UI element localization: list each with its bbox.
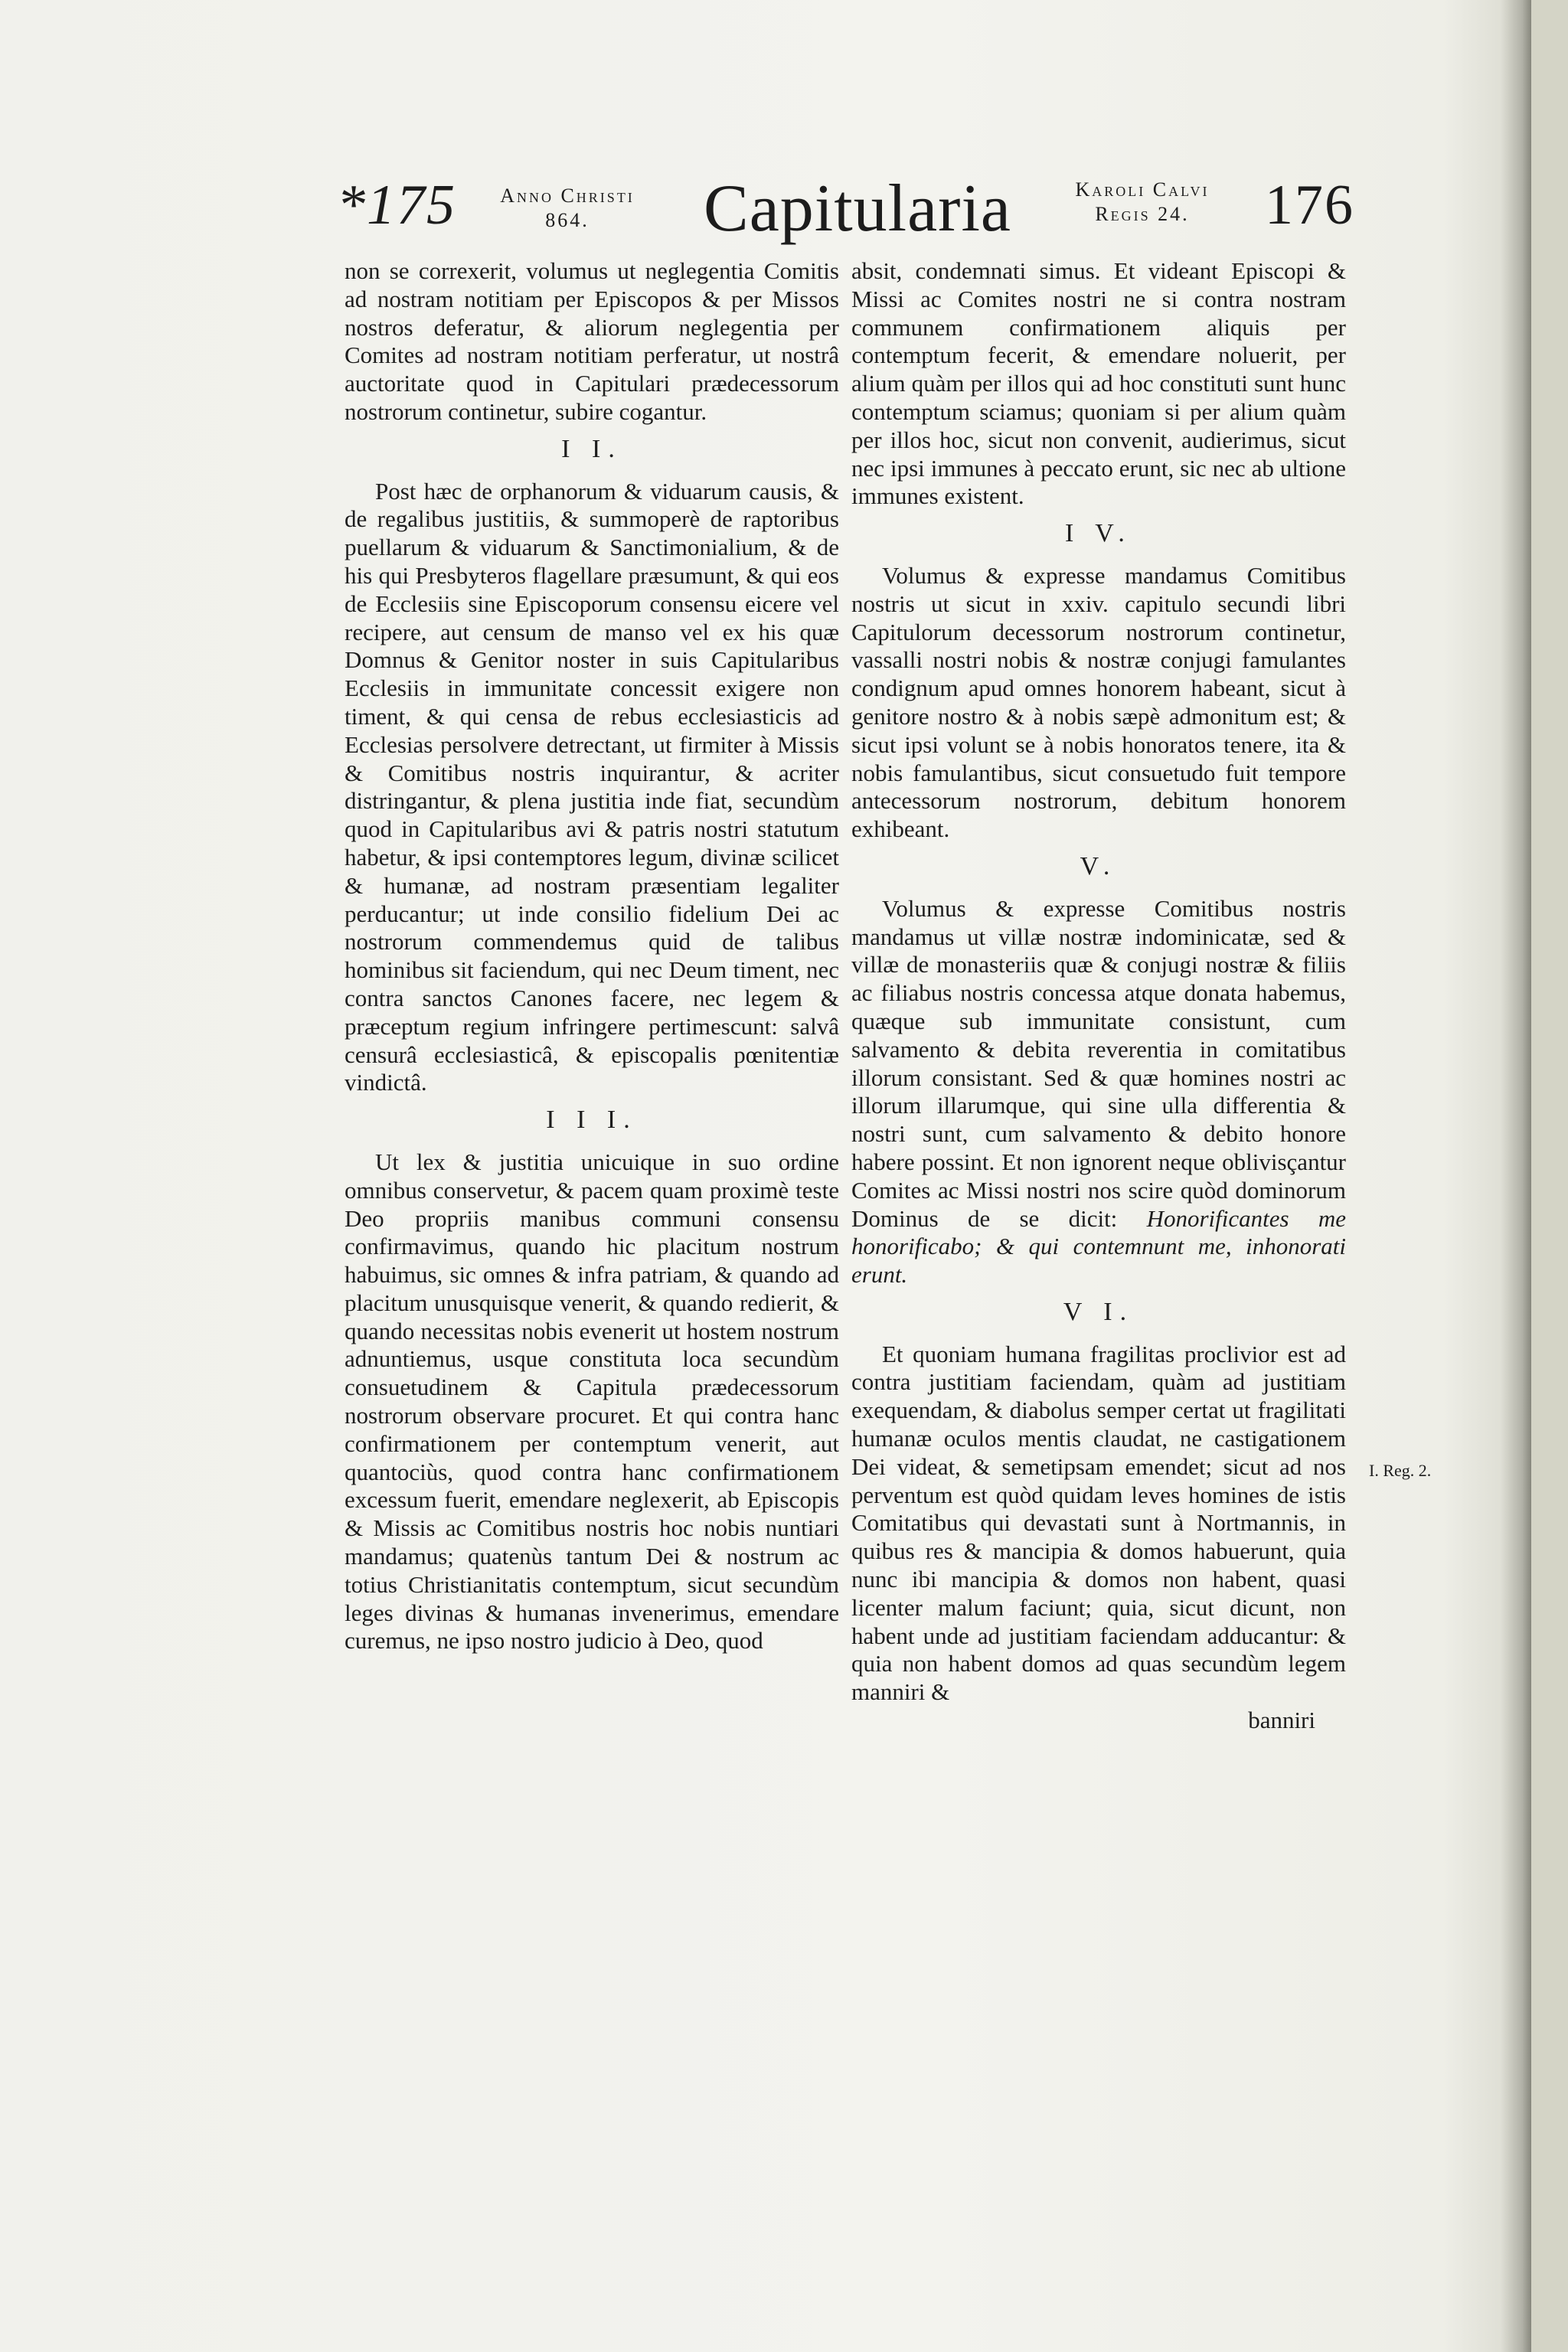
chapter-number: V I.	[1063, 1297, 1135, 1326]
running-title: Capitularia	[704, 172, 1011, 246]
paragraph: absit, condemnati simus. Et videant Episcopi & Missi ac Comites nostri ne si contra nostram communem confirmationem aliquis per contemptum fecerit, & emendare noluerit, per alium quàm per illos qui ad hoc constituti sunt hunc contemptum sciamus; quoniam si per alium quàm per illos hoc, sicut non convenit, audierimus, sicut nec ipsi immunes à peccato erunt, sic nec ab ultione immunes existent.	[851, 257, 1346, 510]
karoli-calvi-label: Karoli Calvi	[1075, 178, 1210, 201]
chapter-number: V.	[1080, 851, 1118, 880]
gutter-shadow	[1501, 0, 1531, 2352]
text-column-left	[345, 257, 839, 1655]
paragraph	[851, 895, 1346, 1289]
chapter-number: I I.	[561, 434, 622, 463]
page-number-left: *175	[337, 174, 456, 237]
paragraph: non se correxerit, volumus ut neglegentia Comitis ad nostram notitiam per Episcopos & per Missos nostros deferatur, & aliorum neglegentia per Comites ad nostram notitiam perferatur, ut nostrâ auctoritate quod in Capitulari prædecessorum nostrorum continetur, subire cogantur.	[345, 257, 839, 425]
anno-year: 864.	[545, 209, 590, 231]
chapter-number: I I I.	[546, 1106, 638, 1135]
scripture-quote: Honorificantes me honorificabo; & qui contemnunt me, inhonorati erunt.	[851, 1204, 1346, 1289]
regis-year: Regis 24.	[1095, 203, 1190, 225]
chapter-number: I V.	[1065, 519, 1132, 548]
adjacent-page-edge	[1531, 0, 1568, 2352]
paragraph: Et quoniam humana fragilitas proclivior est ad contra justitiam faciendam, quàm ad justitiam exequendam, & diabolus semper certat ut fragilitati humanæ oculos mentis claudat, ne castigationem Dei videat, & semetipsam emendet; sicut ad nos perventum est quòd quidam leves homines de istis Comitatibus qui devastati sunt à Nortmannis, in quibus res & mancipia & domos habuerunt, quia nunc ibi mancipia & domos non habent, quasi licenter malum faciunt; quia, sicut dicunt, non habent unde ad justitiam faciendam adducantur: & quia non habent domos ad quas secundùm legem manniri &	[851, 1340, 1346, 1706]
page-number-right: 176	[1265, 174, 1354, 237]
paragraph: Ut lex & justitia unicuique in suo ordine omnibus conservetur, & pacem quam proximè teste Deo propriis manibus communi consensu confirmavimus, quando hic placitum nostrum habuimus, sic omnes & infra patriam, & quando ad placitum unusquisque venerit, & quando redierit, & quando necessitas nobis evenerit ut hostem nostrum adnuntiemus, usque constituta loca secundùm consuetudinem & Capitula prædecessorum nostrorum observare procuret. Et qui contra hanc confirmationem per contemptum venerit, aut quantociùs, quod contra hanc confirmationem excessum fuerit, emendare neglexerit, ab Episcopis & Missis ac Comitibus nostris hoc nobis nuntiari mandamus; quatenùs tantum Dei & nostrum ac totius Christianitatis contemptum, sicut secundùm leges divinas & humanas invenerimus, emendare curemus, ne ipso nostro judicio à Deo, quod	[345, 1148, 839, 1655]
running-head-year	[479, 184, 655, 233]
anno-christi-label: Anno Christi	[500, 185, 635, 207]
paragraph: Volumus & expresse mandamus Comitibus nostris ut sicut in xxiv. capitulo secundi libri Capitulorum decessorum nostrorum continetur, vassalli nostri nobis & nostræ conjugi famulantes condignum apud omnes honorem habeant, sicut à genitore nostro & à nobis sæpè admonitum est; & sicut ipsi volunt se à nobis honoratos tenere, ita & nobis famulantibus, sicut consuetudo fuit tempore antecessorum nostrorum, debitum honorem exhibeant.	[851, 561, 1346, 843]
paragraph-text: Volumus & expresse Comitibus nostris mandamus ut villæ nostræ indominicatæ, sed & villæ de monasteriis quæ & conjugi nostræ & filiis ac filiabus nostris concessa atque donata habemus, quæque sub immunitate consistunt, cum salvamento & debita reverentia in comitatibus illorum consistant. Sed & quæ homines nostri ac illorum illarumque, qui sine ulla differentia & nostri sunt, cum salvamento & debito honore habere possint. Et non ignorent neque oblivisçantur Comites ac Missi nostri nos scire quòd dominorum Dominus de se dicit:	[851, 894, 1346, 1232]
catchword: banniri	[1248, 1707, 1315, 1734]
paragraph: Post hæc de orphanorum & viduarum causis, & de regalibus justitiis, & summoperè de raptoribus puellarum & viduarum & Sanctimonialium, & de his qui Presbyteros flagellare præsumunt, & qui eos de Ecclesiis sine Episcoporum consensu eicere vel recipere, aut censum de manso vel ex his quæ Domnus & Genitor noster in suis Capitularibus Ecclesiis in immunitate concessit exigere non timent, & qui censa de rebus ecclesiasticis ad Ecclesias persolvere detrectant, ut firmiter à Missis & Comitibus nostris inquirantur, & acriter distringantur, & plena justitia inde fiat, secundùm quod in Capitularibus avi & patris nostri statutum habetur, & ipsi contemptores legum, divinæ scilicet & humanæ, ad nostram præsentiam legaliter perducantur; ut inde consilio fidelium Dei ac nostrorum commendemus quid de talibus hominibus sit faciendum, qui nec Deum timent, nec contra sanctos Canones facere, nec legem & præceptum regium infringere pertimescunt: salvâ censurâ ecclesiasticâ, & episcopalis pœnitentiæ vindictâ.	[345, 477, 839, 1096]
margin-reference: I. Reg. 2.	[1369, 1461, 1432, 1480]
text-column-right	[851, 257, 1346, 1735]
running-head-reign	[1050, 178, 1234, 227]
